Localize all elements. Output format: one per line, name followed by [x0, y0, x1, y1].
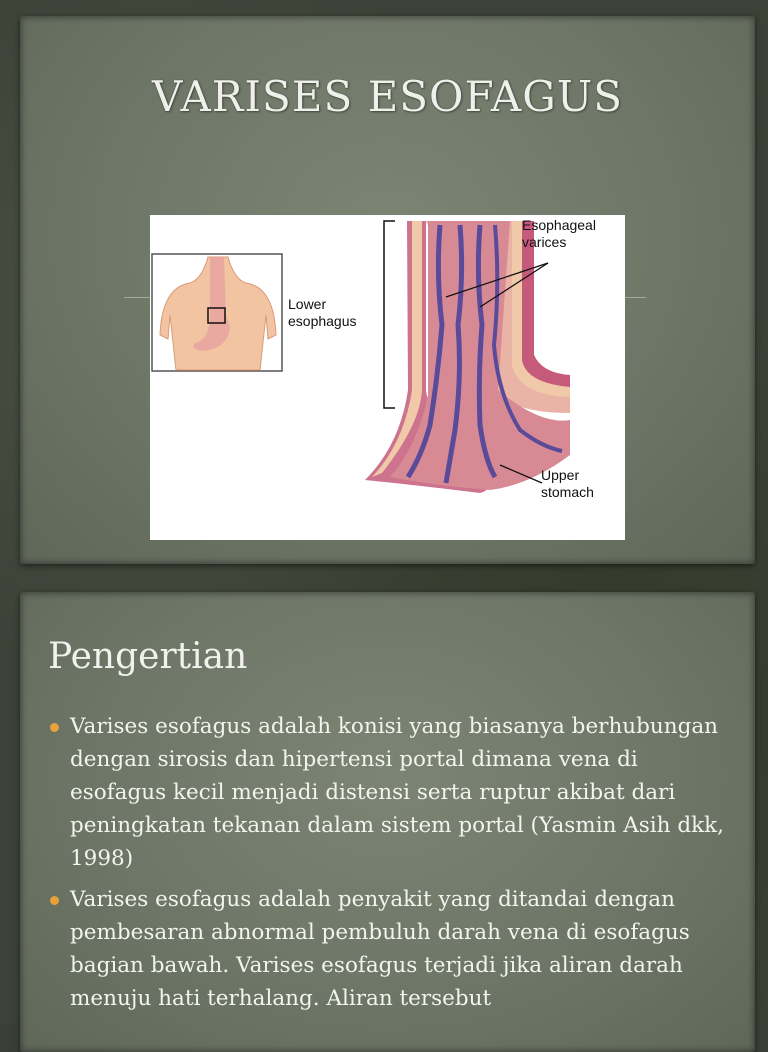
section-heading: Pengertian	[48, 636, 248, 677]
label-stomach: stomach	[541, 484, 594, 500]
label-lower-esophagus	[288, 296, 357, 330]
slide-title: VARISES ESOFAGUS	[152, 72, 623, 121]
label-upper: Upper	[541, 467, 580, 483]
label-varices: varices	[522, 234, 567, 250]
label-esophagus: esophagus	[288, 313, 357, 329]
bullet-item: Varises esofagus adalah penyakit yang ditandai dengan pembesaran abnormal pembuluh darah vena di esofagus bagian bawah. Varises esofagus terjadi jika aliran darah menuju hati terhalang. Aliran tersebut	[48, 883, 738, 1015]
esophageal-varices-illustration	[150, 215, 625, 540]
label-upper-stomach	[541, 467, 594, 501]
label-lower: Lower	[288, 296, 327, 312]
label-esophageal: Esophageal	[522, 217, 596, 233]
slide-2	[20, 592, 755, 1052]
slide-1	[20, 16, 755, 564]
bullet-list	[48, 710, 738, 1023]
bullet-item: Varises esofagus adalah konisi yang biasanya berhubungan dengan sirosis dan hipertensi portal dimana vena di esofagus kecil menjadi distensi serta ruptur akibat dari peningkatan tekanan dalam sistem portal (Yasmin Asih dkk, 1998)	[48, 710, 738, 875]
label-esophageal-varices	[522, 217, 596, 251]
